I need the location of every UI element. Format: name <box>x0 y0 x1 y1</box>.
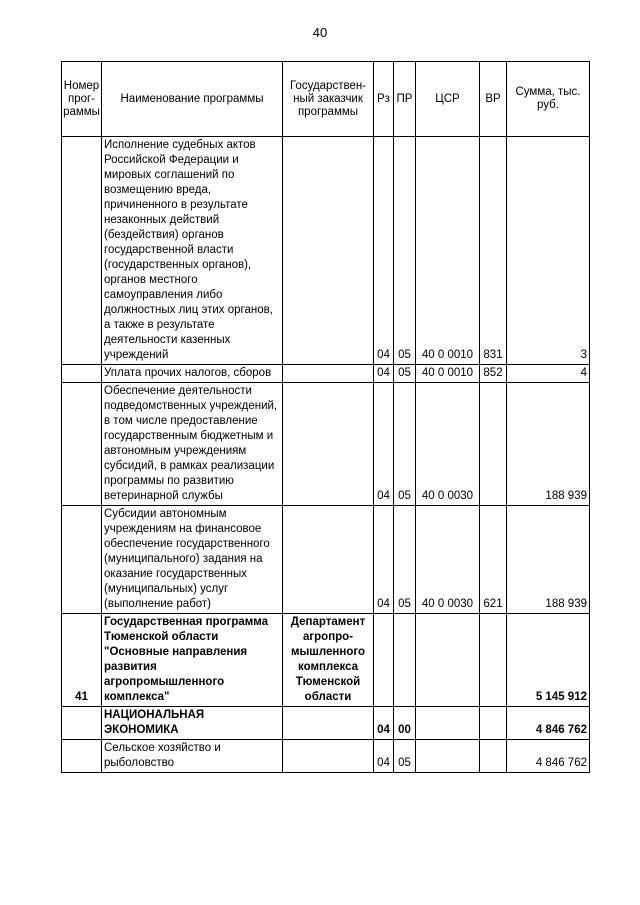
cell-customer <box>283 137 374 365</box>
cell-rz: 04 <box>374 740 394 773</box>
cell-vr <box>480 383 507 506</box>
cell-vr <box>480 740 507 773</box>
cell-customer <box>283 707 374 740</box>
table-row-program <box>62 614 590 707</box>
table-row-section <box>62 707 590 740</box>
cell-rz: 04 <box>374 137 394 365</box>
cell-number <box>62 506 102 614</box>
cell-csr: 40 0 0010 <box>416 137 480 365</box>
cell-sum: 188 939 <box>507 506 590 614</box>
cell-pr: 00 <box>394 707 416 740</box>
header-number: Номер прог-раммы <box>62 62 102 137</box>
header-rz: Рз <box>374 62 394 137</box>
cell-number <box>62 707 102 740</box>
cell-pr: 05 <box>394 137 416 365</box>
cell-csr <box>416 707 480 740</box>
cell-number: 41 <box>62 614 102 707</box>
cell-name: НАЦИОНАЛЬНАЯ ЭКОНОМИКА <box>102 707 283 740</box>
cell-pr <box>394 614 416 707</box>
table-row <box>62 137 590 365</box>
cell-name: Уплата прочих налогов, сборов <box>102 365 283 383</box>
budget-table <box>61 61 590 773</box>
cell-vr <box>480 707 507 740</box>
cell-name: Государственная программа Тюменской области "Основные направления развития агропромышленного комплекса" <box>102 614 283 707</box>
cell-csr <box>416 740 480 773</box>
header-csr: ЦСР <box>416 62 480 137</box>
table-row <box>62 506 590 614</box>
cell-sum: 5 145 912 <box>507 614 590 707</box>
header-customer: Государствен-ный заказчик программы <box>283 62 374 137</box>
cell-vr: 831 <box>480 137 507 365</box>
table-header-row <box>62 62 590 137</box>
cell-sum: 4 846 762 <box>507 707 590 740</box>
header-pr: ПР <box>394 62 416 137</box>
cell-rz: 04 <box>374 365 394 383</box>
cell-rz: 04 <box>374 506 394 614</box>
cell-customer <box>283 365 374 383</box>
cell-number <box>62 383 102 506</box>
table-row <box>62 383 590 506</box>
table-row <box>62 740 590 773</box>
cell-customer <box>283 740 374 773</box>
cell-customer <box>283 506 374 614</box>
cell-csr <box>416 614 480 707</box>
cell-customer <box>283 383 374 506</box>
cell-rz: 04 <box>374 383 394 506</box>
cell-csr: 40 0 0030 <box>416 383 480 506</box>
header-vr: ВР <box>480 62 507 137</box>
cell-pr: 05 <box>394 506 416 614</box>
cell-number <box>62 137 102 365</box>
cell-vr <box>480 614 507 707</box>
cell-name: Субсидии автономным учреждениям на финансовое обеспечение государственного (муниципального) задания на оказание государственных (муниципальных) услуг (выполнение работ) <box>102 506 283 614</box>
header-sum: Сумма, тыс. руб. <box>507 62 590 137</box>
cell-csr: 40 0 0030 <box>416 506 480 614</box>
cell-name: Исполнение судебных актов Российской Федерации и мировых соглашений по возмещению вреда, причиненного в результате незаконных действий (бездействия) органов государственной власти (государственных органов), органов местного самоуправления либо должностных лиц этих органов, а также в результате деятельности казенных учреждений <box>102 137 283 365</box>
cell-sum: 4 <box>507 365 590 383</box>
cell-sum: 188 939 <box>507 383 590 506</box>
table-row <box>62 365 590 383</box>
cell-pr: 05 <box>394 383 416 506</box>
cell-pr: 05 <box>394 740 416 773</box>
cell-csr: 40 0 0010 <box>416 365 480 383</box>
cell-number <box>62 365 102 383</box>
cell-sum: 4 846 762 <box>507 740 590 773</box>
cell-rz: 04 <box>374 707 394 740</box>
cell-vr: 852 <box>480 365 507 383</box>
cell-customer: Департамент агропро-мышленного комплекса Тюменской области <box>283 614 374 707</box>
cell-name: Обеспечение деятельности подведомственных учреждений, в том числе предоставление государственным бюджетным и автономным учреждениям субсидий, в рамках реализации программы по развитию ветеринарной службы <box>102 383 283 506</box>
cell-vr: 621 <box>480 506 507 614</box>
page-number: 40 <box>312 25 328 40</box>
header-name: Наименование программы <box>102 62 283 137</box>
cell-sum: 3 <box>507 137 590 365</box>
cell-pr: 05 <box>394 365 416 383</box>
cell-rz <box>374 614 394 707</box>
cell-name: Сельское хозяйство и рыболовство <box>102 740 283 773</box>
cell-number <box>62 740 102 773</box>
